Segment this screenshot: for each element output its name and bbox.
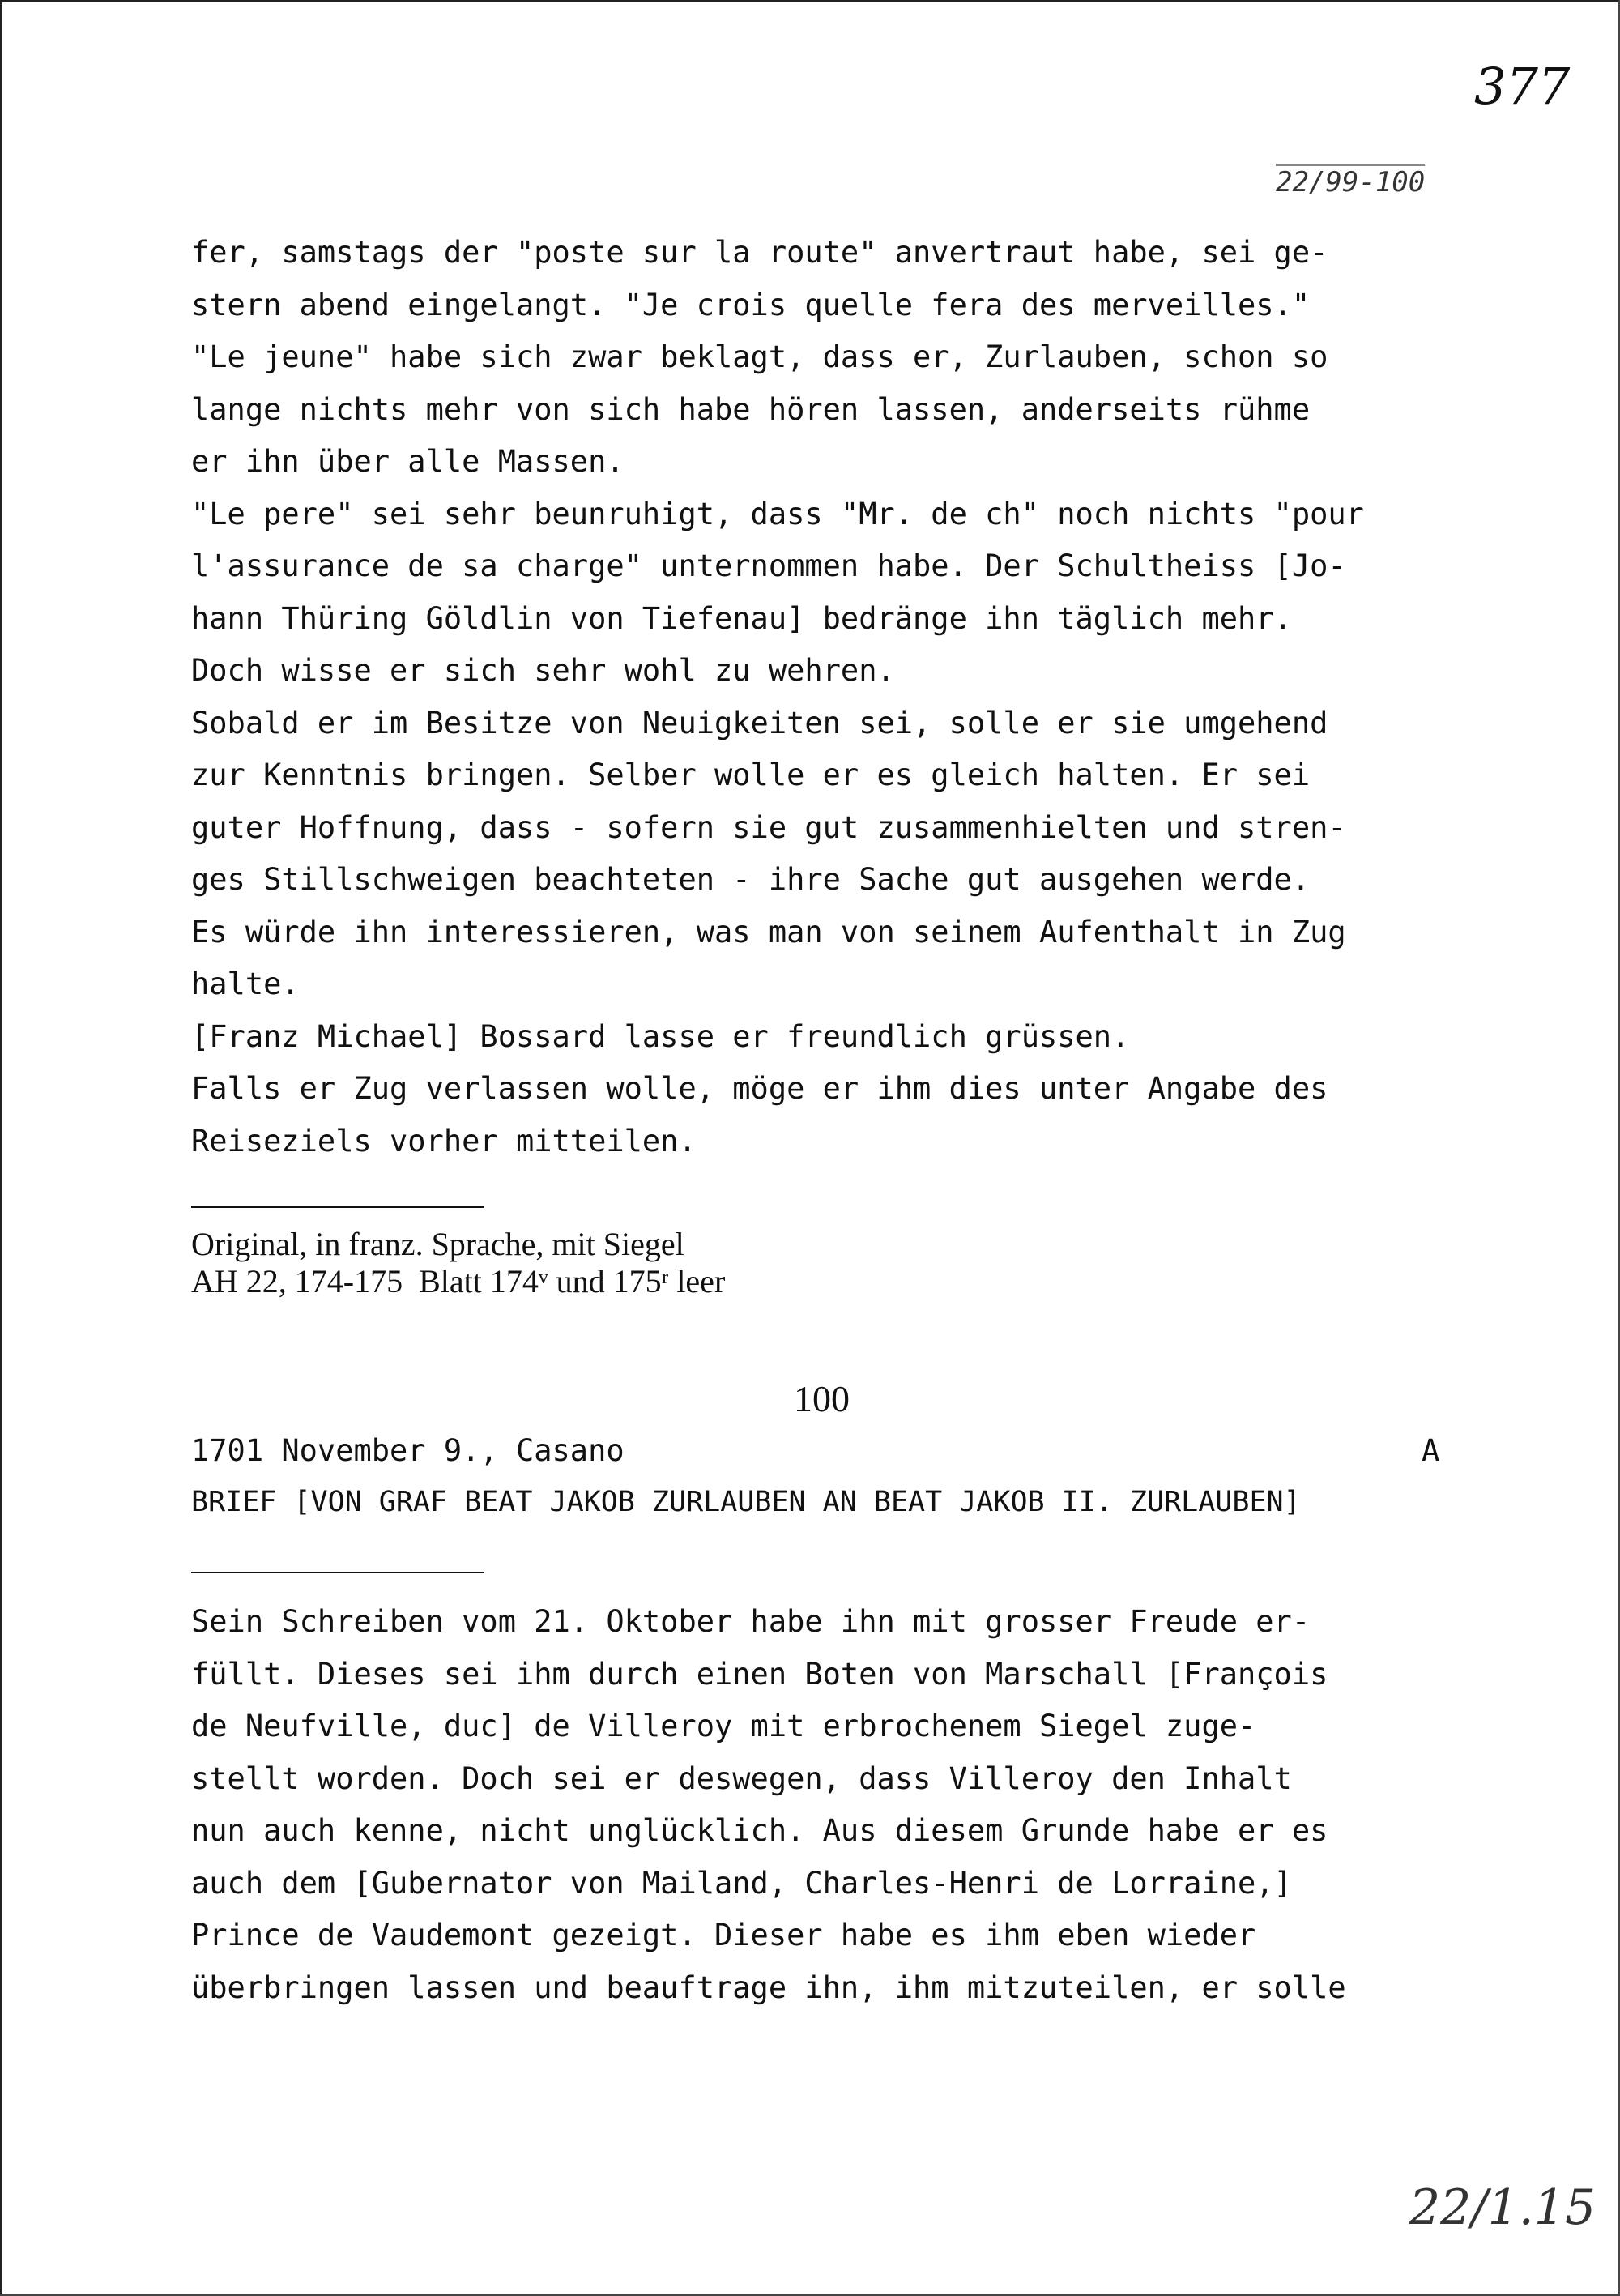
entry-number: 100 (794, 1378, 850, 1419)
entry-date-place: 1701 November 9., Casano (191, 1433, 625, 1468)
folio-number: 377 (1474, 57, 1571, 116)
entry-title: BRIEF [VON GRAF BEAT JAKOB ZURLAUBEN AN BEAT JAKOB II. ZURLAUBEN] (191, 1486, 1301, 1518)
entry-type-marker: A (1422, 1433, 1440, 1468)
letter-99-body: fer, samstags der "poste sur la route" anvertraut habe, sei ge- stern abend eingelangt. "Je crois quelle fera des merveilles." "Le jeune" habe sich zwar beklagt, dass er, Zurlauben, schon so lange nichts mehr von sich habe hören lassen, anderseits rühme er ihn über alle Massen. "Le pere" sei sehr beunruhigt, dass "Mr. de ch" noch nichts "pour l'assurance de sa charge" unternommen habe. Der Schultheiss [Jo- hann Thüring Göldlin von Tiefenau] bedränge ihn täglich mehr. Doch wisse er sich sehr wohl zu wehren. Sobald er im Besitze von Neuigkeiten sei, solle er sie umgehend zur Kenntnis bringen. Selber wolle er es gleich halten. Er sei guter Hoffnung, dass - sofern sie gut zusammenhielten und stren- ges Stillschweigen beachteten - ihre Sache gut ausgehen werde. Es würde ihn interessieren, was man von seinem Aufenthalt in Zug halte. [Franz Michael] Bossard lasse er freundlich grüssen. Falls er Zug verlassen wolle, möge er ihm dies unter Angabe des Reiseziels vorher mitteilen. (191, 235, 1364, 1159)
page-border-top (0, 0, 1620, 2)
archive-signature: 22/1.15 (1409, 2179, 1597, 2236)
source-note-line2: AH 22, 174-175 Blatt 174ᵛ und 175ʳ leer (191, 1263, 726, 1300)
letter-100-body: Sein Schreiben vom 21. Oktober habe ihn mit grosser Freude er- füllt. Dieses sei ihm durch einen Boten von Marschall [François de Neufville, duc] de Villeroy mit erbrochenem Siegel zuge- stellt worden. Doch sei er deswegen, dass Villeroy den Inhalt nun auch kenne, nicht unglücklich. Aus diesem Grunde habe er es auch dem [Gubernator von Mailand, Charles-Henri de Lorraine,] Prince de Vaudemont gezeigt. Dieser habe es ihm eben wieder überbringen lassen und beauftrage ihn, ihm mitzuteilen, er solle (191, 1604, 1346, 2005)
document-reference: 22/99-100 (1276, 166, 1426, 198)
page-border-left (0, 0, 2, 2296)
source-note-line1: Original, in franz. Sprache, mit Siegel (191, 1226, 684, 1262)
title-divider (191, 1572, 484, 1573)
footnote-divider (191, 1206, 484, 1208)
